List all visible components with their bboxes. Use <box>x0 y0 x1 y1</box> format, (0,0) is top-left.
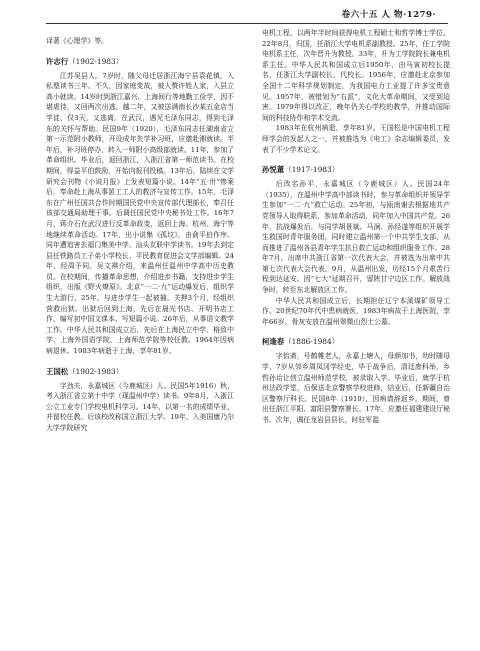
entry-paragraph: 字劲夫，永嘉城区（今鹿城区）人。民国5年1916）秋，考入浙江省立第十中学（现温州中学）读书。9年8月，入浙江公立工业专门学校电机科学习。14年，以第一名的成绩毕业，并留校任教。后该校改称国立浙江大学。19年，入美国康乃尔大学学院研究 <box>46 381 234 432</box>
right-column <box>262 28 450 644</box>
entry-paragraph: 中华人民共和国成立后，长期担任辽宁本溪煤矿领导工作。20世纪70年代中患病就医，1983年病故于上海医院，享年66岁。骨灰安放在温州翠微山烈士公墓。 <box>262 296 450 326</box>
continued-text: 译著《心理学》等。 <box>46 37 109 45</box>
entry-title-sun-yuedong <box>262 164 450 175</box>
entry-paragraph: 后改名孙平，永嘉城区（今鹿城区）人。民国24年（1935），在温州中学高中部读书时，参与革命组织并领导学生参加“一二·九”救亡运动。25年初，与瓯南谢去根据地共产党领导人取得联系，参加革命活动，同年加入中国共产党。26年，抗战爆发后，与同学胡景斌、马涧、孙经遂等组织开展学生救国时青年服务团，同时建立温州第一个中共学生支部，从而推进了温州各县青年学生抗日救亡运动和组织服务工作。28年7月，出席中共浙江省第一次代表大会，并被选为出席中共第七次代表大会代表。9月，从温州出发，历经15个月艰苦行程到达延安。因“七大”延期召开，留陕甘宁边区工作。解放战争时，转至东北解放区工作。 <box>262 180 450 295</box>
header-rule <box>46 23 448 24</box>
entry-dates: （1886-1984） <box>284 337 340 347</box>
continued-text: 电机工程，以两年半时间获得电机工程硕士和哲学博士学位。22年8月，归国，任浙江大学电机系副教授。25年，任工学院电机系主任，次年晋升为教授。33年，升为工学院院长兼电机系主任。中华人民共和国成立后1950年，由马寅初校长提名，任浙江大学副校长、代校长。1956年，应邀赴北京参加全国十二年科学规划制定，为我国电力工业提了许多宝贵意见。1957年，被错划为“右派”，文化大革命期间，又受到迫害。1979年得以改正，晚年仍关心学校的教学，并推动国际间的科技协作和学术交流。 <box>262 29 450 122</box>
entry-title-ke-fengchun <box>262 336 450 347</box>
entry-paragraph: 字怡斋，号鹤帷老人，永嘉上塘人，母颜加书，幼时随母学，7岁从邻乡周凤冈学经史，毕于战争后，清廷废科举，乡哲孙诒让创立温州师范学校，被录取入学。毕业后，就学于杭州法政学堂，后保送北京警察学校进修，结业后，任新疆自治区警察厅科长。民国8年（1919），因病请辞返乡。期间，曾出任浙江平阳、富阳县警察署长。17年，应邀任福建建设厅秘书。次年，调任龙岩县县长，时驻军滥 <box>262 352 450 424</box>
running-head: 卷六十五 人 物·1279· <box>341 10 436 20</box>
continued-text: 1983年在杭州病逝，享年81岁。王国松是中国电机工程师学会的发起人之一，并被推选为《电工》杂志编辑委员，发表了不少学术论文。 <box>262 124 450 154</box>
left-column <box>46 28 234 644</box>
entry-title-xu-zhixing <box>46 56 234 67</box>
entry-name: 孙悦董 <box>262 165 285 175</box>
entry-dates: （1917-1983） <box>284 165 340 175</box>
entry-dates: （1902-1983） <box>68 56 124 66</box>
entry-name: 王国松 <box>46 366 69 376</box>
entry-name: 柯逢春 <box>262 337 285 347</box>
entry-name: 许志行 <box>46 56 69 66</box>
entry-dates: （1902-1983） <box>68 366 124 376</box>
entry-paragraph: 江苏吴县人。7岁时，随父母迁居浙江海宁县袁花镇，入私塾读书三年。不久，因家庭变故，被人赘许姓人家，入县立高小就读。14岁时到浙江嘉兴、上海间行等地勤工俭学，因不堪虐待，又回两次出逃。越二年，又被送满南长沙某五金店当学徒，仅3天，又逃离。在武汉，遇见毛泽东同志，得到毛泽东的关怀与帮助。民国9年（1920），毛泽东同志任湖南省立第一示范附小教师，开设成年失学补习班，应邀赴湘就读。半年后，补习班停办，转入一师附小高级部就读。11年，参加了革命组织。毕业后，返回浙江，入浙江省第一师范读书。在校期间，得益平伯鼓励，开始向报刊投稿。13年后，陆续在文学研究会刊物《小说月报》上发表短篇小说。14年“五·卅”惨案后，奉命赴上海从事罢工工人的教济与宣传工作。15年，毛泽东在广州任国共合作时期国民党中央宣传部代理部长，奉召任该部交通局助理干事。后调任国民党中央秘书处工作。16年7月，蒋介石在武汉进行反革命政变，返回上海、杭州、海宁等地继续革命活动。17年，出小说集《孤坟》，由俞平伯作序。同年遭追害去福门集美中学、汕头友联中学读书。19年去到定县任铁路员工子弟小学校长、平民教育促进会文学部编辑。24年，经周予同、吴文祺介绍，来温州任温州中学高中历史教员。在校期间，传播革命思想，介绍进步书籍，支持进步学生组织，出版《野火燎原》。北京“一二·九”运动爆发后，组织学生大游行。25年，与进步学生一起被捕。关押3个月，经组织营救出狱。出狱后回到上海，先后在晨光书店、开明书店工作，编写初中国文课本、写短篇小说。26年后，从事语文教学工作。中华人民共和国成立后，先后在上海民立中学、格致中学、上海外国语学院、上海师范学院等校任教。1964年因病病退休。1983年病逝于上海，享年81岁。 <box>46 71 234 356</box>
entry-title-wang-guosong <box>46 366 234 377</box>
